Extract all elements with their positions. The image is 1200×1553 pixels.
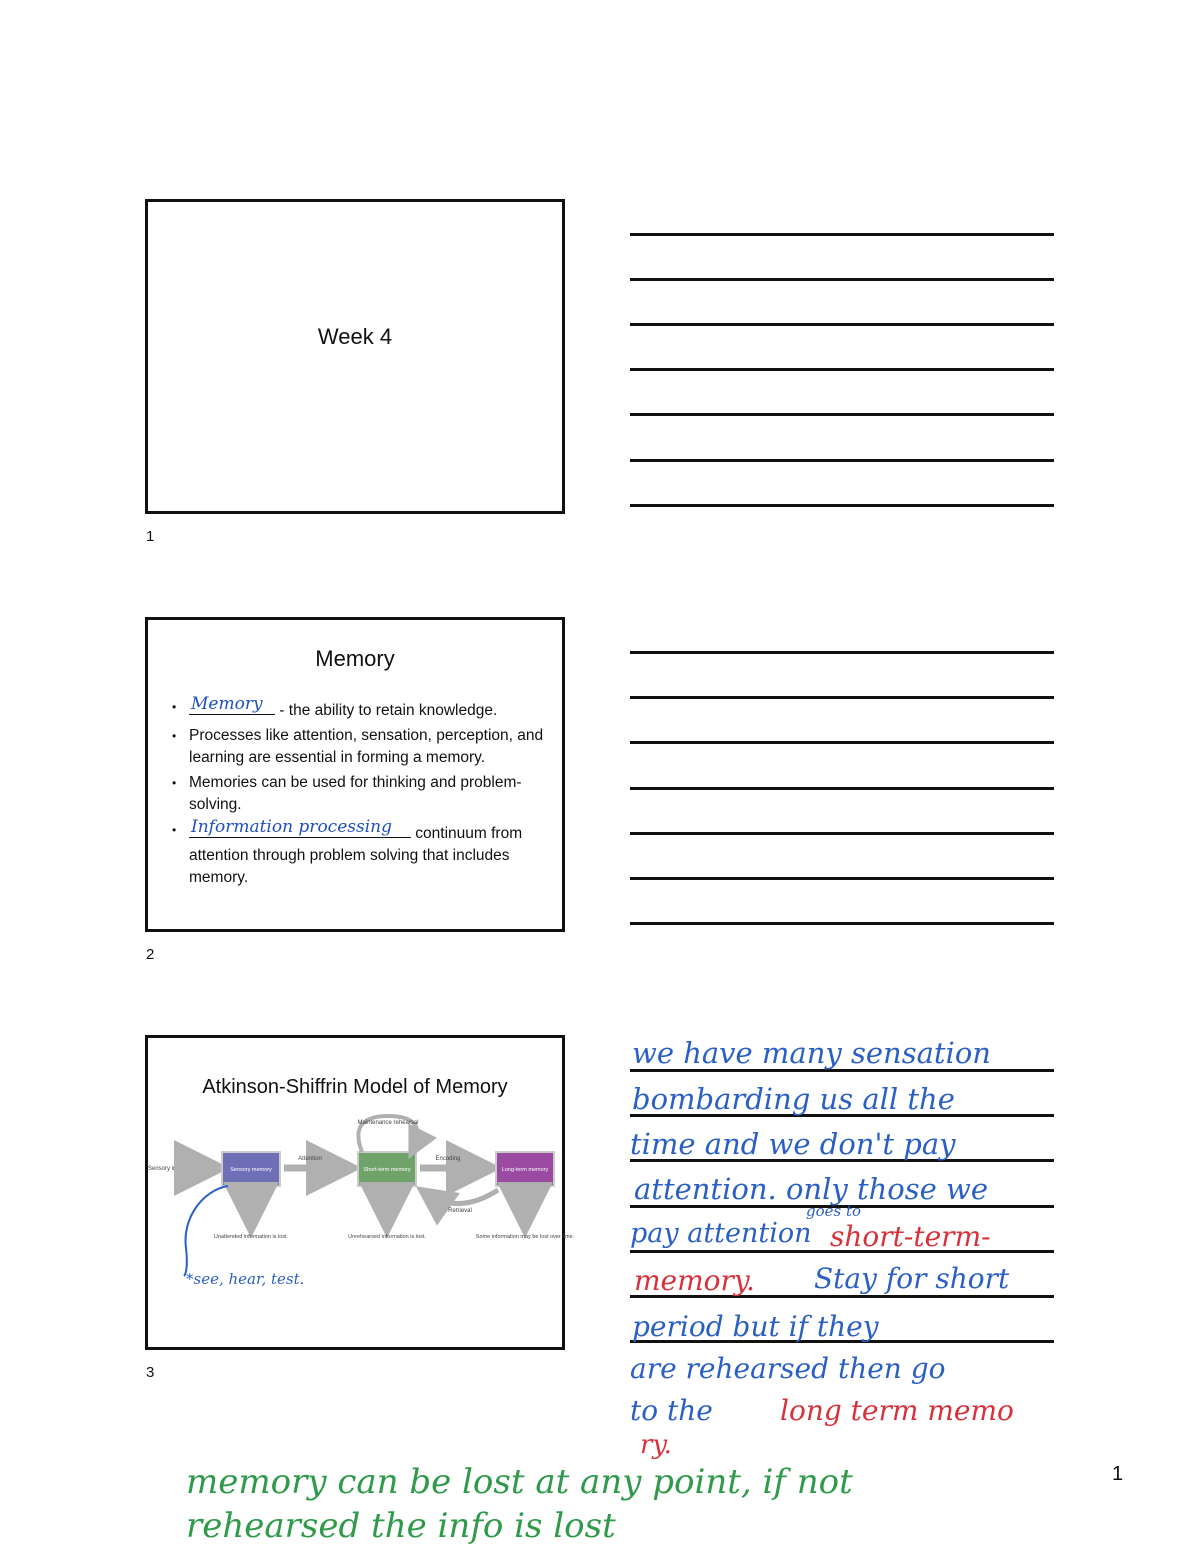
bullet-text: - the ability to retain knowledge. xyxy=(275,702,498,719)
handwritten-note-line: period but if they xyxy=(632,1310,879,1343)
slide-3 xyxy=(145,1035,575,1350)
unrehearsed-lost-label: Unrehearsed information is lost. xyxy=(348,1234,426,1240)
short-term-memory-label: Short-term memory xyxy=(363,1167,411,1173)
note-line xyxy=(630,459,1054,462)
note-line xyxy=(630,741,1054,744)
page-number: 1 xyxy=(1112,1463,1124,1485)
handwritten-note-line: attention. only those we xyxy=(634,1172,988,1206)
over-time-lost-label: Some information may be lost over time. xyxy=(475,1234,575,1240)
slide-1-number: 1 xyxy=(146,528,155,545)
slide-2-number: 2 xyxy=(146,946,155,963)
note-line xyxy=(630,278,1054,281)
handwritten-note-line: are rehearsed then go xyxy=(630,1352,946,1385)
slide-2-bullets xyxy=(172,696,544,892)
note-line xyxy=(630,922,1054,925)
unattended-lost-label: Unattended information is lost. xyxy=(213,1234,289,1240)
note-line xyxy=(630,323,1054,326)
bullet-item xyxy=(172,696,544,722)
retrieval-label: Retrieval xyxy=(448,1208,472,1214)
slide-3-title: Atkinson-Shiffrin Model of Memory xyxy=(202,1076,508,1098)
handwritten-long-term: long term memo xyxy=(780,1394,1014,1427)
handwritten-note-line: we have many sensation xyxy=(632,1036,991,1070)
note-line xyxy=(630,413,1054,416)
handwritten-note-line: bombarding us all the xyxy=(632,1082,955,1116)
fill-blank xyxy=(189,819,411,838)
bullet-item xyxy=(172,725,544,769)
sensory-input-label: Sensory input xyxy=(148,1166,185,1172)
note-line xyxy=(630,651,1054,654)
bullet-item xyxy=(172,819,544,889)
memory-model-diagram xyxy=(148,1108,575,1348)
handwritten-note-line: to the xyxy=(630,1394,713,1427)
long-term-memory-label: Long-term memory xyxy=(501,1167,549,1173)
bullet-text: Memories can be used for thinking and problem-solving. xyxy=(189,774,522,813)
handwritten-green-line: memory can be lost at any point, if not xyxy=(186,1462,853,1502)
note-line xyxy=(630,877,1054,880)
encoding-label: Encoding xyxy=(435,1156,461,1162)
handwritten-fill: • Information processing xyxy=(191,817,392,837)
fill-blank xyxy=(189,696,275,715)
bullet-item xyxy=(172,772,544,816)
note-line xyxy=(630,504,1054,507)
handwritten-green-line: rehearsed the info is lost xyxy=(186,1506,616,1546)
slide-1 xyxy=(145,199,565,514)
sensory-memory-label: Sensory memory xyxy=(230,1167,272,1173)
handwritten-note-line: pay attention xyxy=(630,1218,812,1249)
slide-1-title: Week 4 xyxy=(317,324,393,349)
bullet-text: Processes like attention, sensation, perception, and learning are essential in forming a memory. xyxy=(189,727,544,766)
handwritten-goes-to: goes to xyxy=(806,1202,862,1220)
handwritten-long-term-end: ry. xyxy=(640,1430,672,1460)
note-line xyxy=(630,696,1054,699)
bullet-text: continuum from attention through problem solving that includes memory. xyxy=(189,825,523,886)
note-line xyxy=(630,368,1054,371)
see-hear-test-note: *see, hear, test. xyxy=(186,1270,305,1288)
note-line xyxy=(630,787,1054,790)
slide-3-number: 3 xyxy=(146,1364,155,1381)
note-line xyxy=(630,832,1054,835)
slide-2-title: Memory xyxy=(315,646,395,671)
handwritten-memory-word: memory. xyxy=(634,1264,755,1297)
note-line xyxy=(630,233,1054,236)
slide-2 xyxy=(145,617,565,932)
handwritten-fill: • Memory xyxy=(191,694,263,714)
handwritten-note-line: time and we don't pay xyxy=(630,1127,956,1161)
handwritten-short-term: short-term- xyxy=(830,1220,991,1253)
maintenance-rehearsal-label: Maintenance rehearsal xyxy=(357,1120,419,1126)
attention-label: Attention xyxy=(298,1156,322,1162)
handwritten-note-line: Stay for short xyxy=(814,1262,1010,1295)
